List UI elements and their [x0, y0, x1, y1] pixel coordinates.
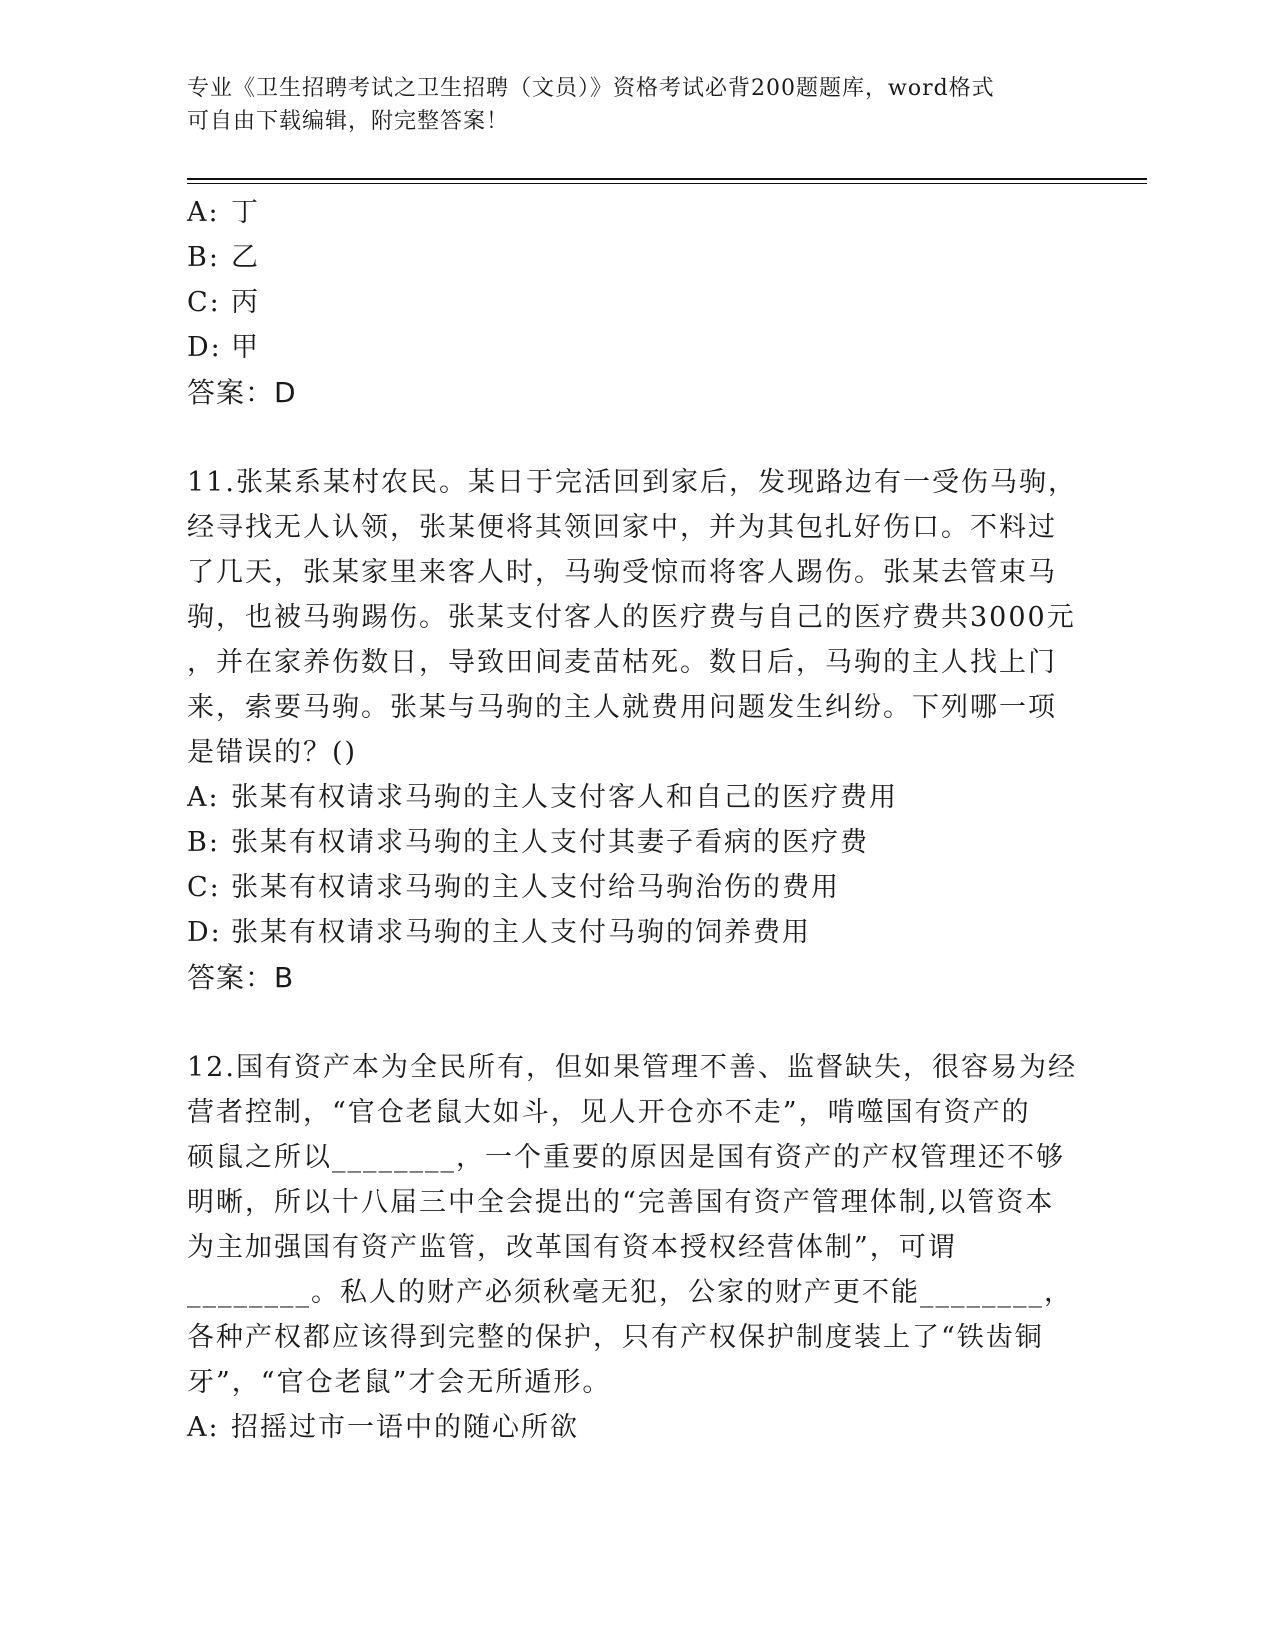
option-text: 张某有权请求马驹的主人支付马驹的饲养费用: [231, 917, 811, 948]
question-stem-line: ________。私人的财产必须秋毫无犯，公家的财产更不能________，: [187, 1277, 1073, 1308]
option-a: [187, 1405, 1087, 1450]
option-text: 张某有权请求马驹的主人支付客人和自己的医疗费用: [231, 782, 898, 813]
option-letter: D:: [187, 332, 222, 363]
option-d: [187, 910, 1087, 955]
option-b: [187, 235, 1087, 280]
question-stem-line: 硕鼠之所以________，一个重要的原因是国有资产的产权管理还不够: [187, 1142, 1065, 1173]
header-divider-thick: [187, 178, 1147, 180]
answer-line: 答案：B: [187, 961, 295, 994]
question-stem-line: 驹，也被马驹踢伤。张某支付客人的医疗费与自己的医疗费共3000元: [187, 602, 1076, 633]
question-stem-line: 经寻找无人认领，张某便将其领回家中，并为其包扎好伤口。不料过: [187, 512, 1057, 543]
document-content: [187, 190, 1087, 1450]
option-letter: B:: [187, 827, 220, 858]
header-title-line-2: 可自由下载编辑，附完整答案！: [187, 109, 510, 134]
option-text: 招摇过市一语中的随心所欲: [231, 1412, 579, 1443]
header-divider-thin: [187, 183, 1147, 184]
option-letter: C:: [187, 287, 221, 318]
question-10-options: [187, 190, 1087, 415]
question-12: [187, 1045, 1087, 1450]
document-header: [187, 72, 1067, 138]
option-letter: B:: [187, 242, 220, 273]
question-stem-line: ，并在家养伤数日，导致田间麦苗枯死。数日后，马驹的主人找上门: [187, 647, 1057, 678]
option-text: 张某有权请求马驹的主人支付给马驹治伤的费用: [231, 872, 840, 903]
option-letter: A:: [187, 197, 220, 228]
question-11: [187, 460, 1087, 1000]
option-text: 甲: [231, 332, 260, 363]
question-stem-line: 营者控制，“官仓老鼠大如斗，见人开仓亦不走”，啃噬国有资产的: [187, 1097, 1031, 1128]
option-d: [187, 325, 1087, 370]
spacer: [187, 415, 1087, 460]
option-c: [187, 865, 1087, 910]
option-text: 丁: [231, 197, 260, 228]
question-stem-line: 牙”，“官仓老鼠”才会无所遁形。: [187, 1367, 612, 1398]
option-b: [187, 820, 1087, 865]
question-stem-line: 明晰，所以十八届三中全会提出的“完善国有资产管理体制,以管资本: [187, 1187, 1055, 1218]
option-a: [187, 775, 1087, 820]
option-letter: A:: [187, 782, 220, 813]
option-text: 张某有权请求马驹的主人支付其妻子看病的医疗费: [231, 827, 869, 858]
question-stem-line: 12.国有资产本为全民所有，但如果管理不善、监督缺失，很容易为经: [187, 1052, 1077, 1083]
option-text: 乙: [231, 242, 260, 273]
question-stem-line: 11.张某系某村农民。某日于完活回到家后，发现路边有一受伤马驹，: [187, 467, 1077, 498]
question-stem-line: 为主加强国有资产监管，改革国有资本授权经营体制”，可谓: [187, 1232, 957, 1263]
option-text: 丙: [231, 287, 260, 318]
question-stem-line: 各种产权都应该得到完整的保护，只有产权保护制度装上了“铁齿铜: [187, 1322, 1044, 1353]
option-a: [187, 190, 1087, 235]
answer-line: 答案：D: [187, 376, 297, 409]
header-title-line-1: 专业《卫生招聘考试之卫生招聘（文员）》资格考试必背200题题库，word格式: [187, 76, 995, 101]
question-stem-line: 来，索要马驹。张某与马驹的主人就费用问题发生纠纷。下列哪一项: [187, 692, 1057, 723]
question-stem-line: 是错误的？(): [187, 737, 358, 768]
option-c: [187, 280, 1087, 325]
spacer: [187, 1000, 1087, 1045]
option-letter: D:: [187, 917, 222, 948]
option-letter: C:: [187, 872, 221, 903]
option-letter: A:: [187, 1412, 220, 1443]
question-stem-line: 了几天，张某家里来客人时，马驹受惊而将客人踢伤。张某去管束马: [187, 557, 1057, 588]
